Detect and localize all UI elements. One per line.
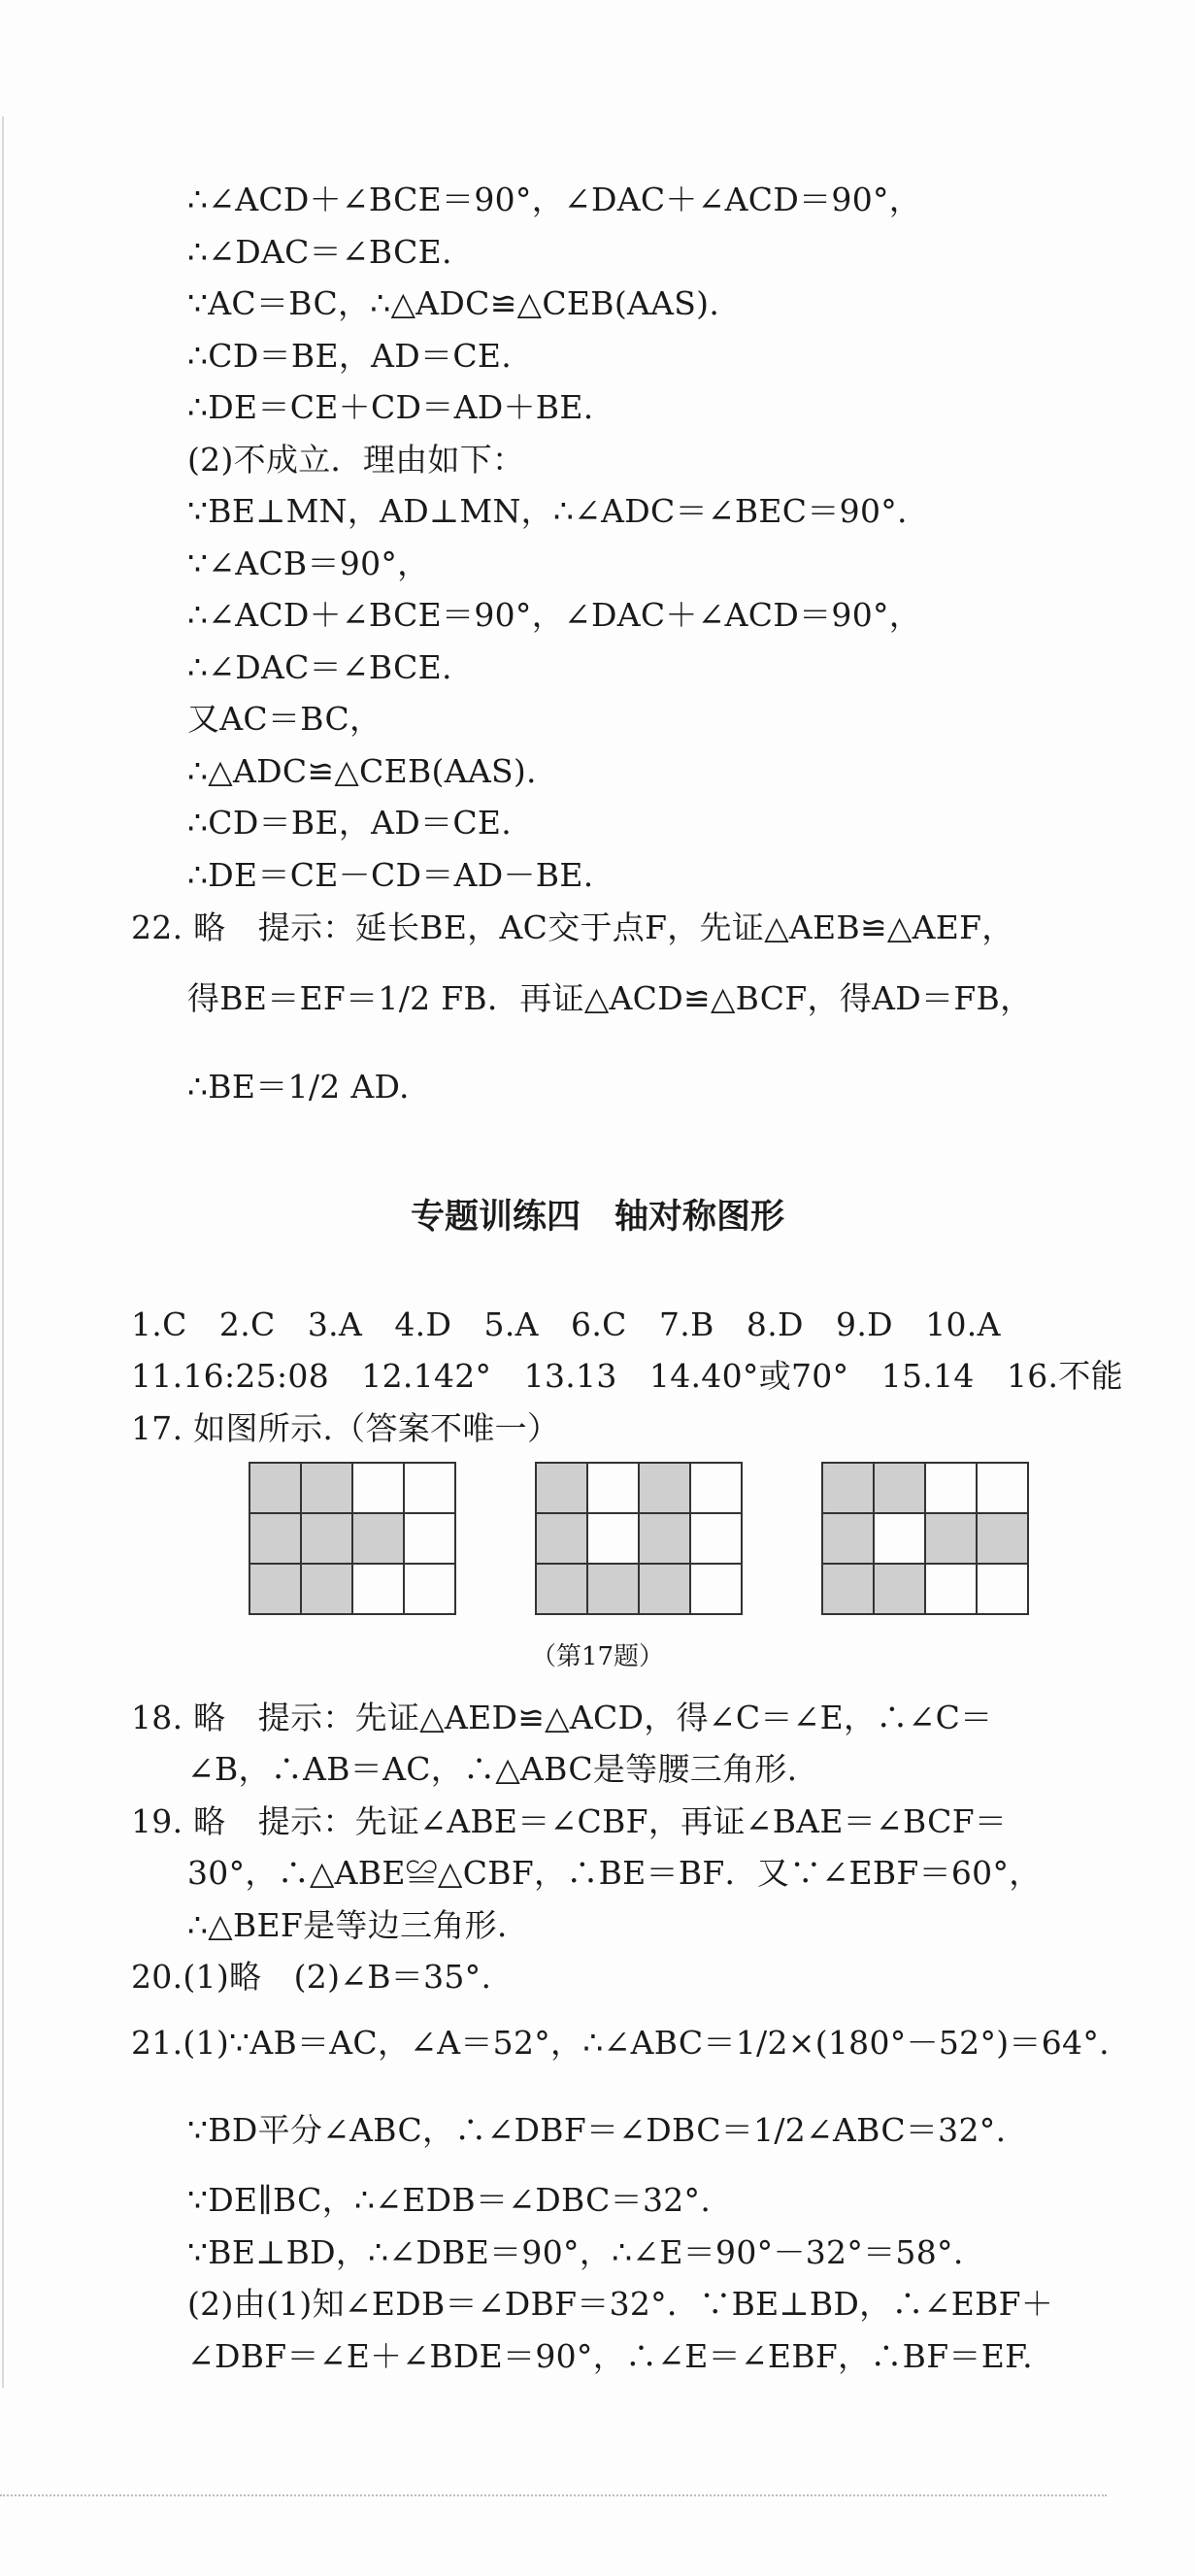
grid-cell-shaded — [301, 1513, 352, 1564]
grid-cell-shaded — [874, 1564, 925, 1614]
grid-cell — [690, 1513, 742, 1564]
grid-cell-shaded — [822, 1564, 874, 1614]
grid-cell — [587, 1463, 639, 1513]
text-line: 又AC＝BC， — [187, 700, 382, 738]
text-line: ∴DE＝CE－CD＝AD－BE. — [187, 856, 594, 894]
question-20: 20.(1)略 (2)∠B＝35°. — [131, 1958, 492, 1996]
grid-cell-shaded — [587, 1564, 639, 1614]
grid-cell — [587, 1513, 639, 1564]
grid-cell-shaded — [536, 1564, 587, 1614]
grid-cell-shaded — [249, 1463, 301, 1513]
grid-cell-shaded — [639, 1513, 690, 1564]
grid-cell — [925, 1564, 977, 1614]
text-line: 30°，∴△ABE≌△CBF，∴BE＝BF．又∵∠EBF＝60°， — [187, 1854, 1042, 1892]
bottom-dotted-rule — [0, 2494, 1107, 2496]
grid-cell — [690, 1564, 742, 1614]
text-line: ∴∠ACD＋∠BCE＝90°，∠DAC＋∠ACD＝90°， — [187, 596, 922, 634]
grid-cell — [352, 1564, 404, 1614]
grid-cell-shaded — [301, 1463, 352, 1513]
text-line: ∴DE＝CE＋CD＝AD＋BE. — [187, 388, 594, 426]
text-line: 21.(1)∵AB＝AC，∠A＝52°，∴∠ABC＝1/2×(180°－52°)＝64°. — [131, 2024, 1110, 2062]
grid-cell — [404, 1513, 455, 1564]
text-line: ∴∠ACD＋∠BCE＝90°，∠DAC＋∠ACD＝90°， — [187, 181, 922, 218]
text-line: 1.C 2.C 3.A 4.D 5.A 6.C 7.B 8.D 9.D 10.A — [131, 1305, 1001, 1343]
text-line: ∴CD＝BE，AD＝CE. — [187, 337, 513, 375]
grid-cell — [874, 1513, 925, 1564]
section-title: 专题训练四 轴对称图形 — [410, 1198, 784, 1237]
text-line: ∵BE⊥BD，∴∠DBE＝90°，∴∠E＝90°－32°＝58°. — [187, 2233, 964, 2271]
grid-cell-shaded — [925, 1513, 977, 1564]
text-line: ∴△ADC≌△CEB(AAS). — [187, 752, 537, 790]
text-line: 19. 略 提示：先证∠ABE＝∠CBF，再证∠BAE＝∠BCF＝ — [131, 1802, 1008, 1840]
text-line: ∠B，∴AB＝AC，∴△ABC是等腰三角形. — [187, 1750, 798, 1788]
grid-cell-shaded — [249, 1513, 301, 1564]
grid-figure-2 — [535, 1462, 743, 1615]
text-line: ∴∠DAC＝∠BCE. — [187, 648, 452, 686]
text-line: ∴CD＝BE，AD＝CE. — [187, 804, 513, 842]
text-line: 得BE＝EF＝1/2 FB．再证△ACD≌△BCF，得AD＝FB， — [187, 979, 1033, 1017]
text-line: ∴△BEF是等边三角形. — [187, 1906, 508, 1944]
grid-cell-shaded — [822, 1463, 874, 1513]
grid-figure-1 — [249, 1462, 456, 1615]
grid-cell-shaded — [639, 1463, 690, 1513]
grid-cell-shaded — [536, 1513, 587, 1564]
text-line: ∴∠DAC＝∠BCE. — [187, 233, 452, 271]
text-line: ∵DE∥BC，∴∠EDB＝∠DBC＝32°. — [187, 2181, 712, 2219]
text-line: ∵∠ACB＝90°， — [187, 545, 430, 582]
grid-cell-shaded — [536, 1463, 587, 1513]
text-line: 11.16:25:08 12.142° 13.13 14.40°或70° 15.14 16.不能 — [131, 1357, 1123, 1395]
text-line: ∵BD平分∠ABC，∴∠DBF＝∠DBC＝1/2∠ABC＝32°. — [187, 2111, 1007, 2149]
grid-cell — [404, 1564, 455, 1614]
grid-cell — [977, 1564, 1028, 1614]
figure-caption: （第17题） — [530, 1642, 665, 1671]
grid-cell — [404, 1463, 455, 1513]
grid-cell — [690, 1463, 742, 1513]
grid-cell-shaded — [874, 1463, 925, 1513]
text-line: 22. 略 提示：延长BE，AC交于点F，先证△AEB≌△AEF， — [131, 908, 1014, 946]
text-line: 18. 略 提示：先证△AED≌△ACD，得∠C＝∠E，∴∠C＝ — [131, 1699, 993, 1736]
text-line: ∠DBF＝∠E＋∠BDE＝90°，∴∠E＝∠EBF，∴BF＝EF. — [187, 2337, 1033, 2375]
grid-cell-shaded — [977, 1513, 1028, 1564]
grid-cell-shaded — [352, 1513, 404, 1564]
text-line: (2)由(1)知∠EDB＝∠DBF＝32°．∵BE⊥BD，∴∠EBF＋ — [187, 2285, 1054, 2323]
grid-figure-3 — [821, 1462, 1029, 1615]
text-line: ∵AC＝BC，∴△ADC≌△CEB(AAS). — [187, 284, 720, 322]
text-line: 17. 如图所示.（答案不唯一） — [131, 1409, 560, 1447]
text-line: ∴BE＝1/2 AD. — [187, 1068, 410, 1106]
left-margin-rule — [2, 116, 4, 2388]
grid-cell-shaded — [301, 1564, 352, 1614]
grid-cell-shaded — [249, 1564, 301, 1614]
grid-cell — [977, 1463, 1028, 1513]
grid-cell-shaded — [822, 1513, 874, 1564]
grid-cell-shaded — [639, 1564, 690, 1614]
text-line: (2)不成立．理由如下： — [187, 441, 525, 479]
text-line: ∵BE⊥MN，AD⊥MN，∴∠ADC＝∠BEC＝90°. — [187, 492, 908, 530]
grid-cell — [352, 1463, 404, 1513]
grid-cell — [925, 1463, 977, 1513]
